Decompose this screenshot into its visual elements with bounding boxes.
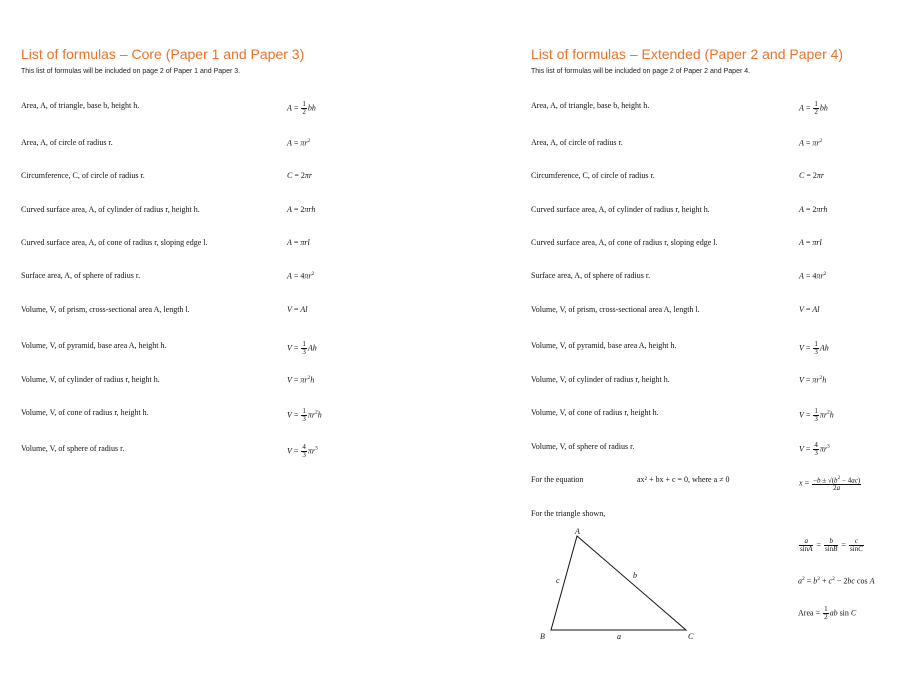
formula: A = πrl (799, 238, 822, 247)
sine-rule: $\frac{a}{\sin A}$ = $\frac{b}{\sin B}$ = $\frac{c}{\sin C}$ (800, 537, 863, 553)
side-b-label: b (633, 571, 637, 580)
formula: A = 2πrh (287, 205, 316, 214)
formula-description: Curved surface area, A, of cone of radius r, sloping edge l. (21, 238, 208, 247)
core-row-prism-volume (21, 302, 461, 318)
formula: A = $\frac{1}{2}$ bh (799, 100, 828, 116)
cosine-rule: $a^2 = b^2 + c^2 - 2bc$ cos A (798, 576, 875, 586)
formula-description: Curved surface area, A, of cone of radius r, sloping edge l. (531, 238, 718, 247)
formula: $V = \pi r^2h$ (799, 375, 827, 385)
vertex-c-label: C (688, 632, 694, 641)
quadratic-solution: x = $\frac{-b \pm √(b^2 - 4ac)}{2a}$ (799, 475, 861, 493)
formula-description: Volume, V, of cone of radius r, height h. (531, 408, 659, 417)
formula-description: Volume, V, of sphere of radius r. (21, 444, 125, 453)
formula-description: Volume, V, of pyramid, base area A, height h. (21, 341, 167, 350)
formula-description: Volume, V, of cone of radius r, height h. (21, 408, 149, 417)
ext-row-cylinder-surface (531, 202, 922, 218)
core-row-pyramid-volume (21, 338, 461, 354)
formula-description: Volume, V, of prism, cross-sectional area A, length l. (531, 305, 700, 314)
formula: C = 2πr (799, 171, 824, 180)
side-c-label: c (556, 576, 560, 585)
triangle-label: For the triangle shown, (531, 509, 606, 518)
core-subtitle: This list of formulas will be included on page 2 of Paper 1 and Paper 3. (21, 68, 241, 75)
formula-description: Area, A, of circle of radius r. (531, 138, 623, 147)
core-title: List of formulas – Core (Paper 1 and Paper 3) (21, 46, 305, 62)
formula: V = $\frac{4}{3}$ $\pi r^3$ (799, 441, 830, 457)
formula-description: Circumference, C, of circle of radius r. (531, 171, 655, 180)
core-row-triangle-area (21, 98, 461, 114)
ext-row-cone-volume (531, 405, 922, 421)
formula: C = 2πr (287, 171, 312, 180)
formula: $A = \pi r^2$ (799, 138, 823, 148)
ext-row-sphere-volume (531, 439, 922, 455)
formula-description: Area, A, of triangle, base b, height h. (21, 101, 140, 110)
formula: V = $\frac{1}{3}$ Ah (287, 340, 317, 356)
quadratic-equation: ax² + bx + c = 0, where a ≠ 0 (637, 475, 730, 484)
quadratic-row (531, 472, 922, 493)
formula: A = 2πrh (799, 205, 828, 214)
formula: $V = \pi r^2h$ (287, 375, 315, 385)
formula-description: Surface area, A, of sphere of radius r. (21, 271, 141, 280)
extended-title: List of formulas – Extended (Paper 2 and Paper 4) (531, 46, 844, 62)
formula: A = $\frac{1}{2}$ bh (287, 100, 316, 116)
core-row-sphere-volume (21, 441, 461, 457)
ext-row-cylinder-volume (531, 372, 922, 388)
core-row-circle-area (21, 135, 461, 151)
formula: V = $\frac{1}{3}$ Ah (799, 340, 829, 356)
core-row-cone-volume (21, 405, 461, 421)
ext-row-prism-volume (531, 302, 922, 318)
triangle-diagram (531, 526, 711, 646)
ext-row-pyramid-volume (531, 338, 922, 354)
formula: V = $\frac{4}{3}$ $\pi r^3$ (287, 443, 318, 459)
formula-description: Curved surface area, A, of cylinder of radius r, height h. (531, 205, 710, 214)
side-a-label: a (617, 632, 621, 641)
triangle-outline (551, 536, 686, 630)
formula: $A = 4\pi r^2$ (799, 271, 827, 281)
ext-row-sphere-surface (531, 268, 922, 284)
triangle-label-row (531, 506, 922, 522)
ext-row-cone-surface (531, 235, 922, 251)
core-row-cylinder-surface (21, 202, 461, 218)
vertex-b-label: B (540, 632, 545, 641)
formula-description: Surface area, A, of sphere of radius r. (531, 271, 651, 280)
formula-description: Area, A, of triangle, base b, height h. (531, 101, 650, 110)
quadratic-label: For the equation (531, 475, 584, 484)
core-row-circumference (21, 168, 461, 184)
formula-description: Volume, V, of cylinder of radius r, height h. (21, 375, 160, 384)
formula-description: Volume, V, of prism, cross-sectional area A, length l. (21, 305, 190, 314)
vertex-a-label: A (575, 527, 580, 536)
formula-description: Area, A, of circle of radius r. (21, 138, 113, 147)
formula-description: Curved surface area, A, of cylinder of radius r, height h. (21, 205, 200, 214)
formula: V = Al (799, 305, 820, 314)
formula-description: Volume, V, of sphere of radius r. (531, 442, 635, 451)
formula-description: Volume, V, of cylinder of radius r, height h. (531, 375, 670, 384)
extended-subtitle: This list of formulas will be included on page 2 of Paper 2 and Paper 4. (531, 68, 751, 75)
formula-description: Circumference, C, of circle of radius r. (21, 171, 145, 180)
formula: $A = \pi r^2$ (287, 138, 311, 148)
ext-row-circumference (531, 168, 922, 184)
formula: A = πrl (287, 238, 310, 247)
triangle-area-rule: Area = $\frac{1}{2}$ ab sin C (798, 605, 857, 621)
formula: V = $\frac{1}{3}$ $\pi r^2h$ (799, 407, 834, 423)
formula-description: Volume, V, of pyramid, base area A, height h. (531, 341, 677, 350)
formula: $A = 4\pi r^2$ (287, 271, 315, 281)
formula: V = Al (287, 305, 308, 314)
ext-row-circle-area (531, 135, 922, 151)
formula: V = $\frac{1}{3}$ $\pi r^2h$ (287, 407, 322, 423)
core-row-cone-surface (21, 235, 461, 251)
ext-row-triangle-area (531, 98, 922, 114)
core-row-sphere-surface (21, 268, 461, 284)
core-row-cylinder-volume (21, 372, 461, 388)
